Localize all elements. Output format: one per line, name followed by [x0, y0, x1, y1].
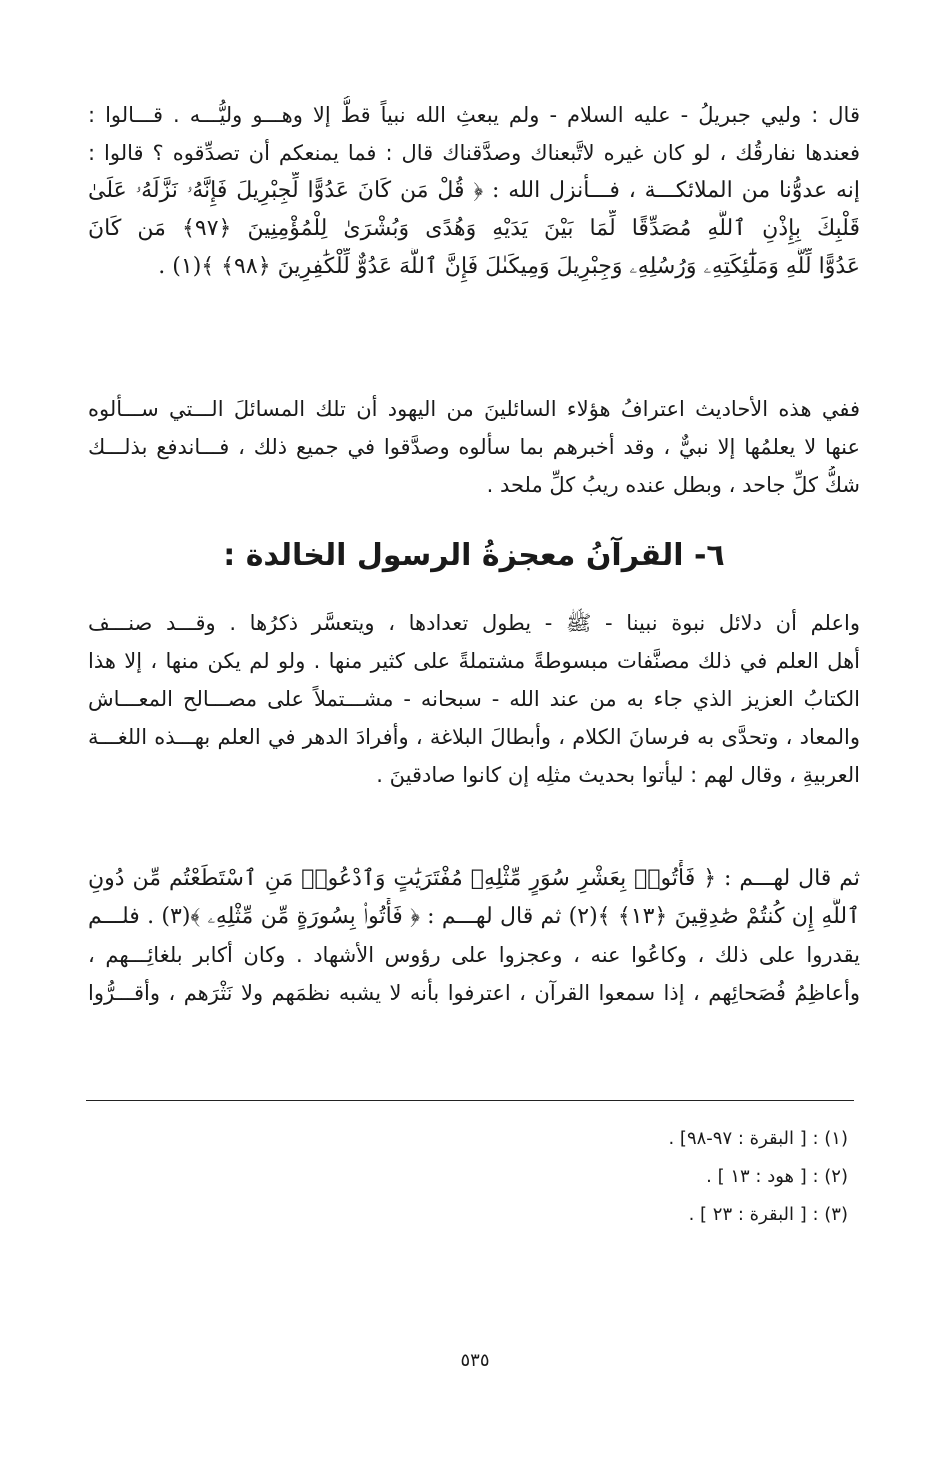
text-line: يقدروا على ذلك ، وكاعُوا عنه ، وعجزوا على رؤوس الأشهاد . وكان أكابر بلغائِـــهم ، — [88, 943, 860, 967]
text-line: فعندها نفارقُك ، لو كان غيره لاتَّبعناك وصدَّقناك قال : فما يمنعكم أن تصدِّقوه ؟ قالوا : — [88, 141, 860, 165]
text-line: شكُّ كلِّ جاحد ، وبطل عنده ريبُ كلِّ ملحد . — [486, 473, 860, 497]
quran-line: ثم قال لهـــم : ﴿ فَأْتُوا۟ بِعَشْرِ سُوَرٍ مِّثْلِهِۦ مُفْتَرَيَٰتٍ وَٱدْعُوا۟ مَنِ ٱسْتَطَعْتُم مِّن دُونِ — [88, 866, 860, 891]
paragraph-challenge — [88, 860, 860, 1012]
text-line: واعلم أن دلائل نبوة نبينا - ﷺ - يطول تعدادها ، ويتعسَّر ذكرُها . وقـــد صنـــف — [88, 611, 860, 635]
text-line: والمعاد ، وتحدَّى به فرسانَ الكلام ، وأبطالَ البلاغة ، وأفرادَ الدهر في العلم بهـــذه اللغـــة — [88, 725, 860, 749]
page-number: ٥٣٥ — [460, 1350, 490, 1371]
text-line: عنها لا يعلمُها إلا نبيٌّ ، وقد أخبرهم بما سألوه وصدَّقوا في جميع ذلك ، فـــاندفع بذلـــك — [88, 435, 860, 459]
text-line: العربيةِ ، وقال لهم : ليأتوا بحديث مثلِه إن كانوا صادقينَ . — [376, 763, 860, 787]
footnote-item: (٣) : [ البقرة : ٢٣ ] . — [688, 1204, 848, 1225]
text-line: وأعاظِمُ فُصَحائِهم ، إذا سمعوا القرآن ، اعترفوا بأنه لا يشبه نظمَهم ولا نَثْرَهم ، وأقـــرُّوا — [88, 981, 860, 1005]
text-line: ففي هذه الأحاديث اعترافُ هؤلاء السائلينَ من اليهود أن تلك المسائلَ الـــتي ســـألوه — [88, 397, 860, 421]
section-heading: ٦- القرآنُ معجزةُ الرسول الخالدة : — [223, 538, 725, 573]
footnotes — [88, 1120, 848, 1234]
text-line: الكتابُ العزيز الذي جاء به من عند الله - سبحانه - مشـــتملاً على مصـــالح المعـــاش — [88, 687, 860, 711]
text-line: قال : وليي جبريلُ - عليه السلام - ولم يبعثِ الله نبياً قطُّ إلا وهـــو وليُّـــه . قـــالوا : — [88, 103, 860, 127]
quran-line: ٱللَّهِ إِن كُنتُمْ صَٰدِقِينَ ﴿١٣﴾ ﴾(٢) ثم قال لهـــم : ﴿ فَأْتُوا۟ بِسُورَةٍ مِّن مِّثْلِهِۦ ﴾(٣) . فلـــم — [88, 904, 860, 929]
paragraph-hadith — [88, 96, 860, 286]
quran-line: إنه عدوُّنا من الملائكـــة ، فـــأنزل الله : ﴿ قُلْ مَن كَانَ عَدُوًّا لِّجِبْرِيلَ فَإِنَّهُۥ نَزَّلَهُۥ عَلَىٰ — [88, 178, 860, 203]
quran-line: قَلْبِكَ بِإِذْنِ ٱللَّهِ مُصَدِّقًا لِّمَا بَيْنَ يَدَيْهِ وَهُدًى وَبُشْرَىٰ لِلْمُؤْمِنِينَ ﴿٩٧﴾ مَن كَانَ — [88, 216, 860, 241]
paragraph-quran-miracle — [88, 604, 860, 794]
quran-line: عَدُوًّا لِّلَّهِ وَمَلَٰٓئِكَتِهِۦ وَرُسُلِهِۦ وَجِبْرِيلَ وَمِيكَىٰلَ فَإِنَّ ٱللَّهَ عَدُوٌّ لِّلْكَٰفِرِينَ ﴿٩٨﴾ ﴾(١) . — [158, 254, 860, 279]
footnote-item: (٢) : [ هود : ١٣ ] . — [706, 1166, 848, 1187]
footnote-divider — [86, 1100, 854, 1101]
text-line: أهل العلم في ذلك مصنَّفات مبسوطةً مشتملةً على كثير منها . ولو لم يكن منها ، إلا هذا — [88, 649, 860, 673]
footnote-item: (١) : [ البقرة : ٩٧-٩٨] . — [668, 1128, 848, 1149]
paragraph-conclusion — [88, 390, 860, 504]
